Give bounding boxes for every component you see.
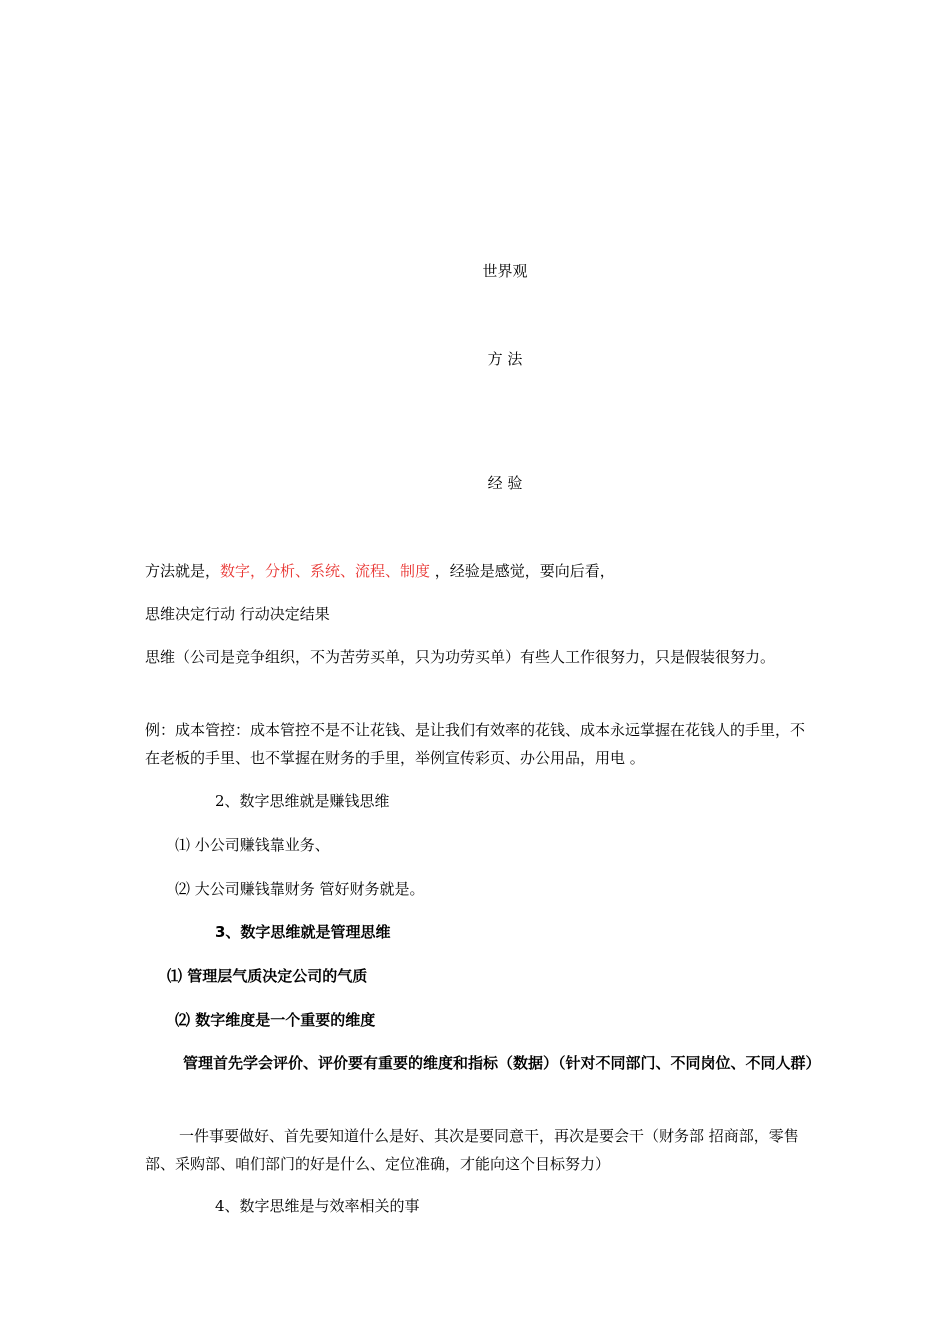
method-prefix: 方法就是， xyxy=(145,562,221,580)
management-evaluation-para: 管理首先学会评价、评价要有重要的维度和指标（数据）（针对不同部门、不同岗位、不同人群） xyxy=(183,1054,821,1072)
one-thing-para: 一件事要做好、首先要知道什么是好、其次是要同意干，再次是要会干（财务部 招商部，零售部、采购部、咱们部门的好是什么、定位准确，才能向这个目标努力） xyxy=(145,1127,799,1173)
thinking-action-line: 思维决定行动 行动决定结果 xyxy=(145,605,330,623)
heading-experience: 经 验 xyxy=(487,474,523,492)
thinking-company-para: 思维（公司是竞争组织，不为苦劳买单，只为功劳买单）有些人工作很努力，只是假装很努力。 xyxy=(145,648,776,666)
item-2-1: ⑴ 小公司赚钱靠业务、 xyxy=(175,836,330,854)
method-suffix: ，经验是感觉，要向后看， xyxy=(430,562,615,580)
method-keywords: 数字，分析、系统、流程、制度 xyxy=(220,562,431,580)
heading-worldview: 世界观 xyxy=(482,262,528,280)
section-3-title: 3、数字思维就是管理思维 xyxy=(215,923,391,941)
section-2-title: 2、数字思维就是赚钱思维 xyxy=(215,792,390,810)
item-2-2: ⑵ 大公司赚钱靠财务 管好财务就是。 xyxy=(175,880,425,898)
item-3-1: ⑴ 管理层气质决定公司的气质 xyxy=(167,967,368,985)
item-3-2: ⑵ 数字维度是一个重要的维度 xyxy=(175,1011,376,1029)
method-line xyxy=(145,560,615,582)
section-4-title: 4、数字思维是与效率相关的事 xyxy=(215,1197,420,1215)
example-cost-para: 例：成本管控：成本管控不是不让花钱、是让我们有效率的花钱、成本永远掌握在花钱人的手里，不在老板的手里、也不掌握在财务的手里，举例宣传彩页、办公用品，用电 。 xyxy=(145,721,806,767)
heading-method: 方 法 xyxy=(487,350,523,368)
